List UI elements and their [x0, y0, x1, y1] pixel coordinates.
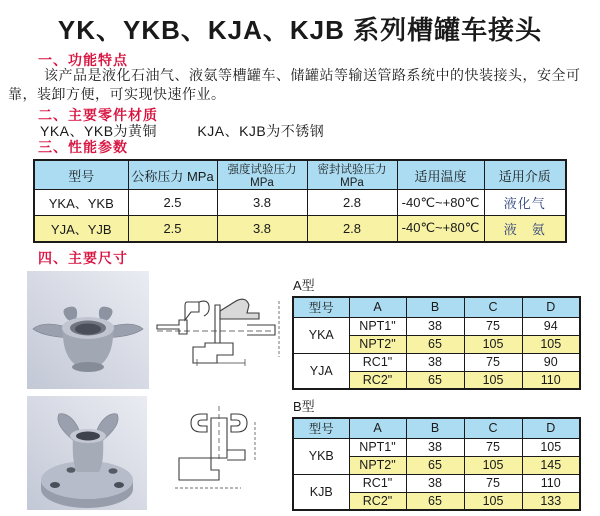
- col-header-a: A: [349, 418, 406, 438]
- dim-cell: RC2": [349, 492, 406, 510]
- dim-cell: 105: [464, 456, 522, 474]
- cell-nominal-pressure: 2.5: [128, 190, 217, 216]
- dim-header-row: [293, 418, 580, 438]
- dim-cell: 105: [522, 335, 580, 353]
- col-header-seal-test: 密封试验压力MPa: [307, 160, 397, 190]
- dim-cell: 38: [406, 474, 464, 492]
- b-type-block: [292, 396, 579, 511]
- cell-temperature: -40℃~+80℃: [397, 216, 484, 242]
- dim-cell: 94: [522, 317, 580, 335]
- b-type-section-drawing: [163, 402, 275, 496]
- materials-steel-text: KJA、KJB为不锈钢: [197, 123, 325, 139]
- dim-cell: 75: [464, 438, 522, 456]
- dim-header-row: [293, 297, 580, 317]
- cell-model: YKA、YKB: [34, 190, 128, 216]
- section-heading-materials: 二、主要零件材质: [38, 107, 158, 123]
- cell-strength-test: 3.8: [217, 216, 307, 242]
- dim-row: [293, 353, 580, 371]
- materials-brass-text: YKA、YKB为黄铜: [40, 123, 158, 139]
- col-header-strength-test: 强度试验压力MPa: [217, 160, 307, 190]
- dim-cell: RC1": [349, 353, 406, 371]
- model-cell-ykb: YKB: [293, 438, 349, 474]
- performance-row-yja: [34, 216, 566, 242]
- cell-temperature: -40℃~+80℃: [397, 190, 484, 216]
- col-header-c: C: [464, 418, 522, 438]
- features-paragraph: 该产品是液化石油气、液氨等槽罐车、储罐站等输送管路系统中的快装接头，安全可靠，装卸方便，可实现快速作业。: [8, 67, 581, 102]
- cell-seal-test: 2.8: [307, 190, 397, 216]
- cell-model: YJA、YJB: [34, 216, 128, 242]
- dim-cell: 38: [406, 353, 464, 371]
- model-cell-kjb: KJB: [293, 474, 349, 510]
- dim-cell: 75: [464, 353, 522, 371]
- dim-cell: 105: [464, 371, 522, 389]
- col-header-d: D: [522, 297, 580, 317]
- dim-cell: 105: [522, 438, 580, 456]
- dim-cell: NPT2": [349, 335, 406, 353]
- dim-cell: 65: [406, 492, 464, 510]
- dim-cell: 110: [522, 474, 580, 492]
- a-type-dimension-table: [292, 296, 581, 390]
- performance-table: [33, 159, 567, 243]
- section-heading-dimensions: 四、主要尺寸: [38, 250, 128, 266]
- cell-medium: 液化气: [484, 190, 566, 216]
- dim-cell: 65: [406, 371, 464, 389]
- section-heading-performance: 三、性能参数: [38, 139, 128, 155]
- col-header-model: 型号: [293, 418, 349, 438]
- dim-cell: 145: [522, 456, 580, 474]
- b-type-drawing-image: [163, 402, 275, 496]
- b-type-dimension-table: [292, 417, 581, 511]
- col-header-a: A: [349, 297, 406, 317]
- section-heading-features: 一、功能特点: [38, 52, 128, 68]
- col-header-temperature: 适用温度: [397, 160, 484, 190]
- dim-cell: NPT1": [349, 438, 406, 456]
- dim-row: [293, 474, 580, 492]
- col-header-b: B: [406, 297, 464, 317]
- col-header-b: B: [406, 418, 464, 438]
- performance-row-yka: [34, 190, 566, 216]
- a-type-block: [292, 275, 579, 390]
- performance-header-row: [34, 160, 566, 190]
- dim-cell: 65: [406, 335, 464, 353]
- cell-medium: 液 氨: [484, 216, 566, 242]
- a-type-section-drawing: [153, 287, 287, 367]
- dim-cell: 75: [464, 317, 522, 335]
- dim-cell: 65: [406, 456, 464, 474]
- dim-cell: 38: [406, 317, 464, 335]
- flange-coupling-photo-image: [27, 396, 147, 510]
- cell-strength-test: 3.8: [217, 190, 307, 216]
- col-header-c: C: [464, 297, 522, 317]
- dim-row: [293, 438, 580, 456]
- model-cell-yja: YJA: [293, 353, 349, 389]
- dim-cell: 110: [522, 371, 580, 389]
- dim-row: [293, 317, 580, 335]
- dim-cell: NPT2": [349, 456, 406, 474]
- dim-cell: RC2": [349, 371, 406, 389]
- dim-cell: 105: [464, 335, 522, 353]
- col-header-model: 型号: [34, 160, 128, 190]
- dim-cell: 38: [406, 438, 464, 456]
- a-type-drawing-image: [153, 287, 287, 367]
- flange-coupling-photo: [27, 396, 147, 510]
- model-cell-yka: YKA: [293, 317, 349, 353]
- col-header-nominal-pressure: 公称压力 MPa: [128, 160, 217, 190]
- wing-coupling-photo: [27, 271, 149, 389]
- wing-coupling-photo-image: [27, 271, 149, 389]
- dim-cell: NPT1": [349, 317, 406, 335]
- dim-cell: 75: [464, 474, 522, 492]
- page-title: YK、YKB、KJA、KJB 系列槽罐车接头: [57, 15, 543, 45]
- dim-cell: 105: [464, 492, 522, 510]
- col-header-medium: 适用介质: [484, 160, 566, 190]
- dim-cell: 90: [522, 353, 580, 371]
- b-type-label: B型: [293, 399, 315, 414]
- cell-seal-test: 2.8: [307, 216, 397, 242]
- col-header-d: D: [522, 418, 580, 438]
- dim-cell: RC1": [349, 474, 406, 492]
- cell-nominal-pressure: 2.5: [128, 216, 217, 242]
- col-header-model: 型号: [293, 297, 349, 317]
- a-type-label: A型: [293, 278, 315, 293]
- dim-cell: 133: [522, 492, 580, 510]
